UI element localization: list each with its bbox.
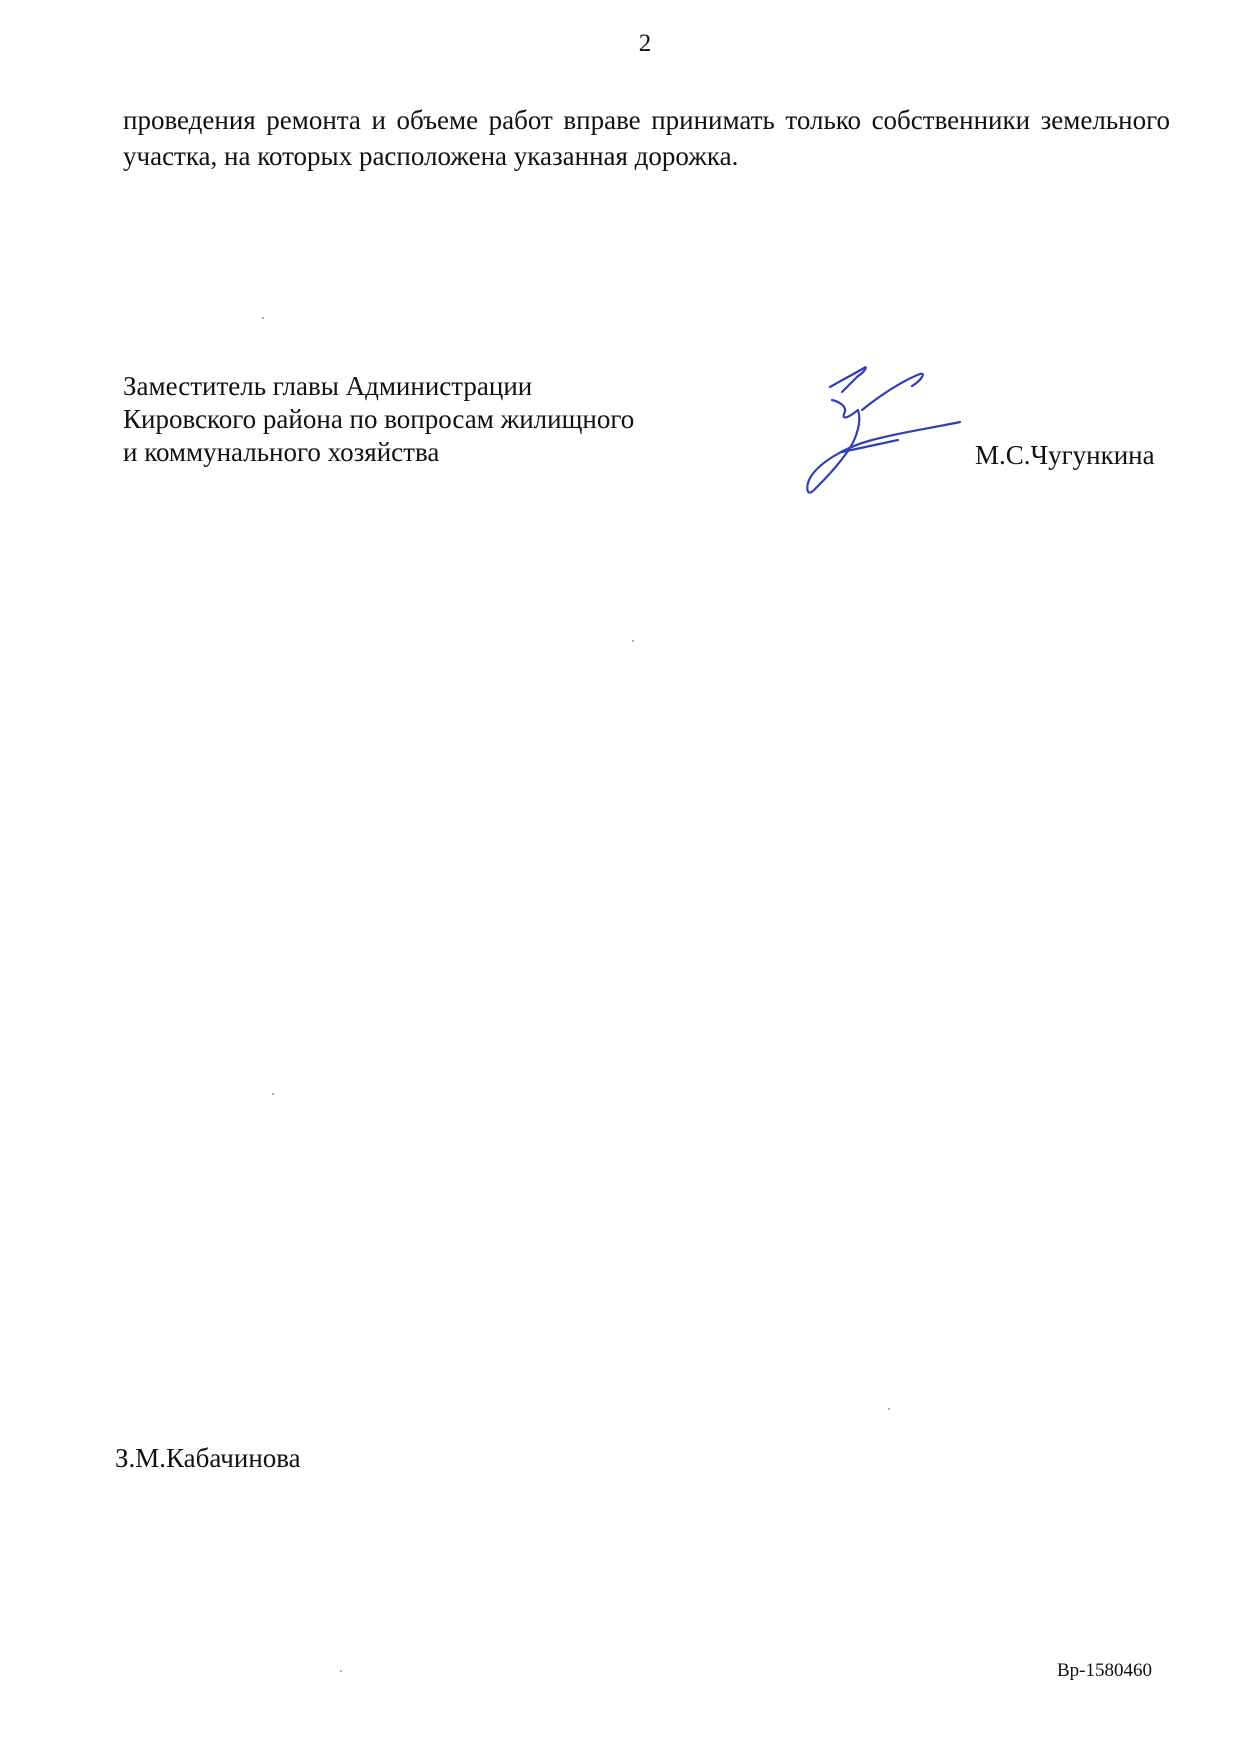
page-number: 2 [638, 30, 652, 57]
signatory-title [123, 370, 634, 469]
document-code: Вр-1580460 [1057, 1660, 1152, 1681]
signature-stroke [807, 410, 960, 493]
scan-speck [632, 640, 634, 642]
signatory-name: М.С.Чугункина [975, 440, 1155, 470]
signature-stroke [830, 367, 866, 387]
signatory-title-line: Кировского района по вопросам жилищного [123, 404, 635, 434]
executor-name: З.М.Кабачинова [115, 1443, 301, 1473]
signature-stroke [862, 374, 923, 410]
handwritten-signature [772, 352, 972, 502]
scan-speck [340, 1670, 342, 1672]
signatory-title-line: и коммунального хозяйства [123, 437, 440, 467]
body-paragraph: проведения ремонта и объеме работ вправе принимать только собственники земельного участка, на которых расположена указанная дорожка. [123, 105, 1170, 171]
signature-stroke [832, 376, 858, 417]
scan-speck [888, 1408, 890, 1410]
signatory-title-line: Заместитель главы Администрации [123, 371, 533, 401]
scan-speck [272, 1093, 274, 1095]
scan-speck [262, 317, 264, 319]
